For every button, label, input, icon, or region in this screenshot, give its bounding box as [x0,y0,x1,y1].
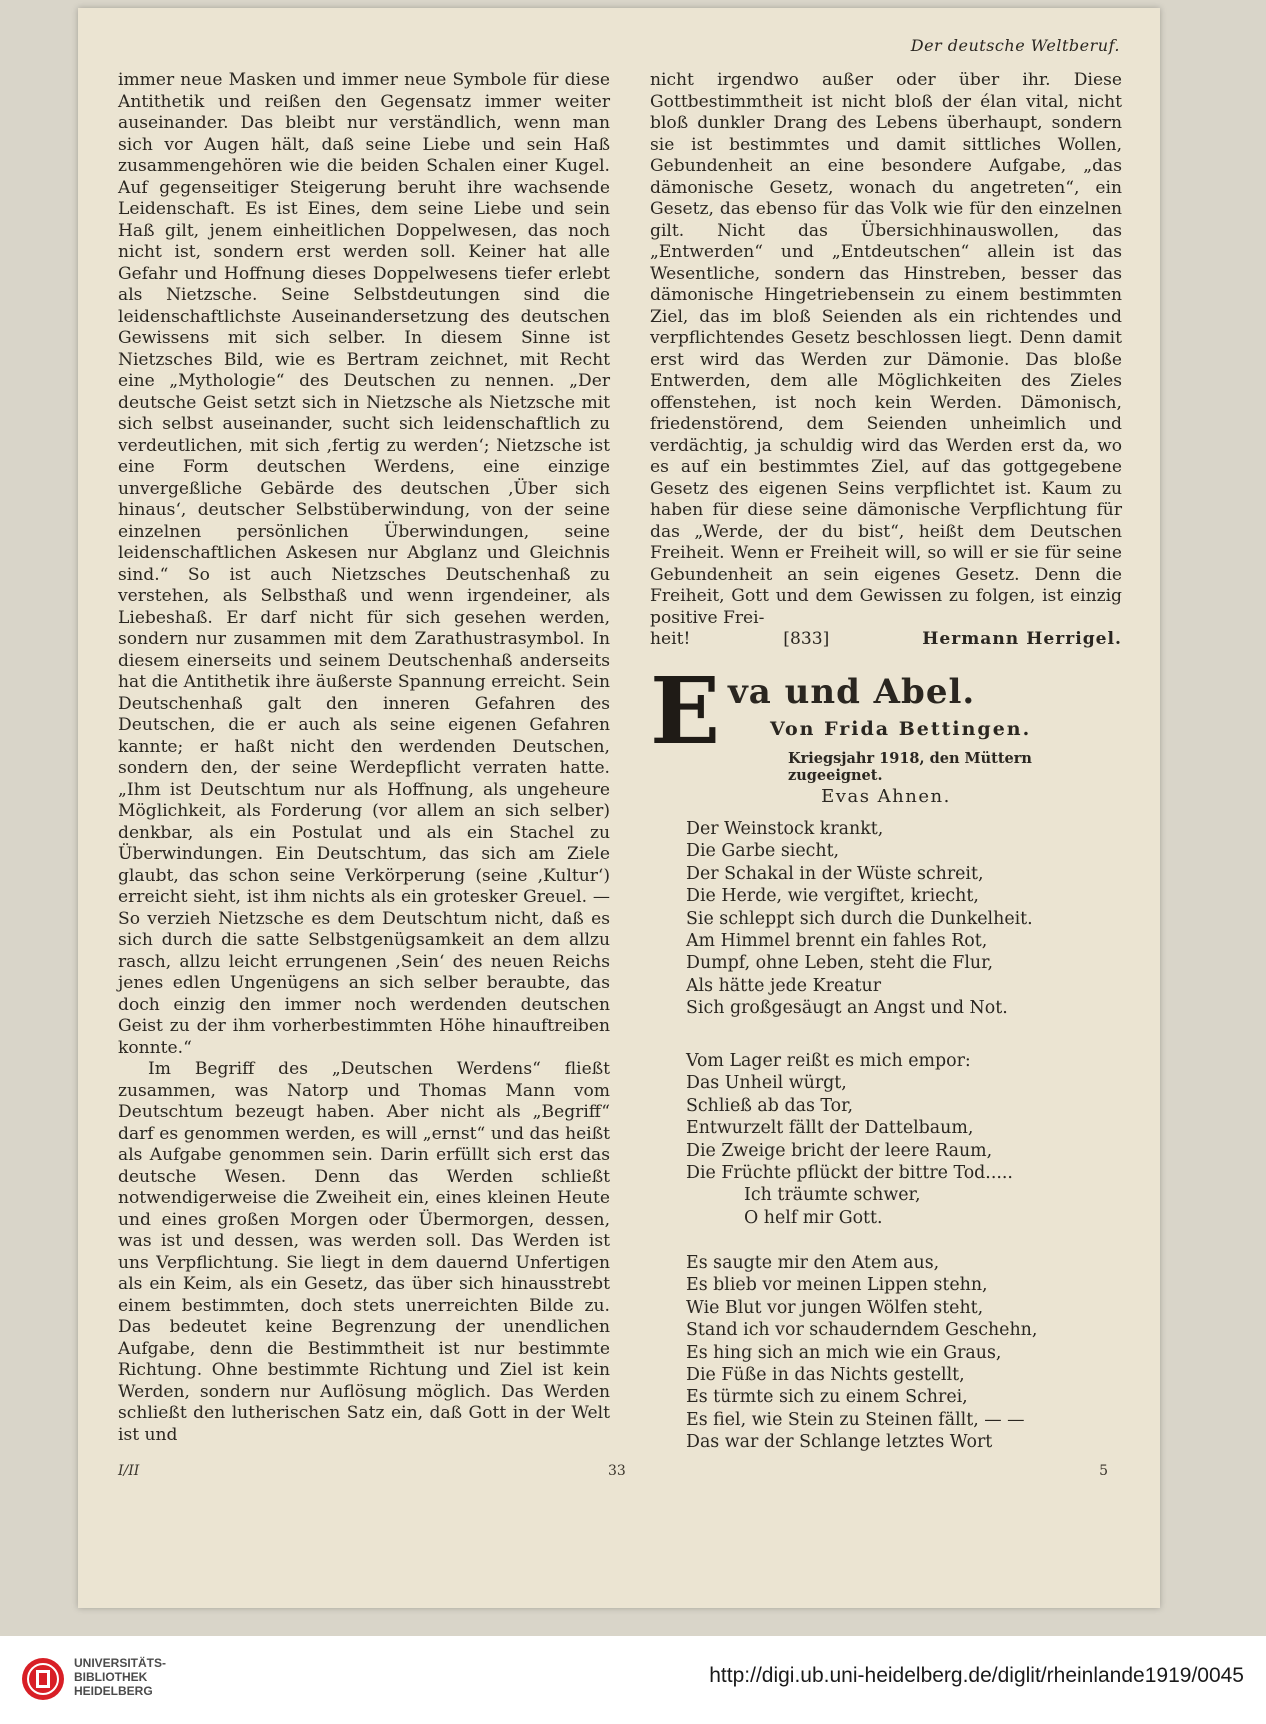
poem-line: Es saugte mir den Atem aus, [686,1253,940,1273]
poem-line: Die Zweige bricht der leere Raum, [686,1140,993,1161]
footer-page-number: 33 [608,1463,626,1479]
document-page [78,8,1160,1608]
source-url-link[interactable]: http://digi.ub.uni-heidelberg.de/diglit/rheinlande1919/0045 [709,1664,1244,1687]
poem-line: Entwurzelt fällt der Dattelbaum, [686,1118,974,1139]
footer-sheet-number: 5 [1099,1463,1108,1479]
poem-line: Wie Blut vor jungen Wölfen steht, [686,1297,984,1318]
poem-line: Es hing sich an mich wie ein Graus, [686,1342,1002,1363]
right-paragraph: nicht irgendwo außer oder über ihr. Diese Gottbestimmtheit ist nicht bloß der élan vital, nicht bloß dunkler Drang des Lebens überhaupt, sondern sie ist bestimmtes und damit sittliches Wollen, Gebundenheit an eine besondere Aufgabe, „das dämonische Gesetz, wonach du angetreten“, ein Gesetz, das ebenso für das Volk wie für den einzelnen gilt. Nicht das Übersichhinauswollen, das „Entwerden“ und „Entdeutschen“ allein ist das Wesentliche, sondern das Hinstreben, besser das dämonische Hingetriebensein zu einem bestimmten Ziel, das im bloß Seienden als ein richtendes und verpflichtendes Gesetz beschlossen liegt. Denn damit erst wird das Werden zur Dämonie. Das bloße Entwerden, dem alle Möglichkeiten des Zieles offenstehen, ist noch kein Werden. Dämonisch, friedenstörend, dem Seienden unheimlich und verdächtig, ja schuldig wird das Werden erst da, wo es auf ein bestimmtes Ziel, auf das gottgegebene Gesetz des eigenen Seins verpflichtet ist. Kaum zu haben für diese seine dämonische Verpflichtung für das „Werde, der du bist“, heißt dem Deutschen Freiheit. Wenn er Freiheit will, so will er sie für seine Gebundenheit an sein eigenes Gesetz. Denn die Freiheit, Gott und dem Gewissen zu folgen, ist einzig positive Frei- [650,70,1122,628]
poem-line: Die Früchte pflückt der bittre Tod..... [686,1163,1013,1184]
poem-line: Am Himmel brennt ein fahles Rot, [686,931,988,952]
poem-title: va und Abel. [728,672,976,712]
poem-stanza-2 [686,1050,1013,1229]
poem-line: Das Unheil würgt, [686,1073,847,1094]
viewer-footer-bar [0,1636,1266,1724]
poem-line: Sie schleppt sich durch die Dunkelheit. [686,908,1033,929]
poem-line: Die Herde, wie vergiftet, kriecht, [686,886,979,907]
poem-line: O helf mir Gott. [744,1207,883,1228]
poem-section-title: Evas Ahnen. [821,786,951,807]
left-paragraph-2: Im Begriff des „Deutschen Werdens“ fließt zusammen, was Natorp und Thomas Mann vom Deutschtum bezeugt haben. Aber nicht als „Begriff“ darf es genommen werden, es will „ernst“ und das heißt als Aufgabe genommen sein. Darin erfüllt sich erst das deutsche Wesen. Denn das Werden schließt notwendigerweise die Zweiheit ein, eines kleinen Heute und eines großen Morgen oder Übermorgen, dessen, was ist und dessen, was werden soll. Das Werden ist uns Verpflichtung. Sie liegt in dem dauernd Unfertigen als ein Keim, als ein Gesetz, das über sich hinausstrebt einem bestimmten, doch stets unerreichten Bilde zu. Das bedeutet keine Begrenzung der unendlichen Aufgabe, denn die Bestimmtheit ist nur bestimmte Richtung. Ohne bestimmte Richtung und Ziel ist kein Werden, sondern nur Auflösung möglich. Das Werden schließt den lutherischen Satz ein, daß Gott in der Welt ist und [118,1059,610,1445]
article-last-word: heit! [650,629,691,649]
poem-line: Der Schakal in der Wüste schreit, [686,863,984,884]
poem-stanza-3 [686,1252,1037,1454]
poem-line: Schließ ab das Tor, [686,1095,854,1116]
poem-line: Als hätte jede Kreatur [686,975,882,996]
poem-line: Die Füße in das Nichts gestellt, [686,1365,965,1386]
poem-line: Vom Lager reißt es mich empor: [686,1051,971,1071]
article-end-line [650,629,1122,651]
poem-line: Sich großgesäugt an Angst und Not. [686,998,1008,1019]
poem-stanza-1 [686,818,1033,1020]
library-line-1: UNIVERSITÄTS- [74,1656,167,1670]
library-line-2: BIBLIOTHEK [74,1670,148,1684]
poem-line: Die Garbe siecht, [686,841,840,862]
library-line-3: HEIDELBERG [74,1684,153,1698]
right-column [650,70,1122,651]
poem-author: Von Frida Bettingen. [770,718,1032,740]
poem-line: Es blieb vor meinen Lippen stehn, [686,1275,988,1296]
poem-line: Das war der Schlange letztes Wort [686,1432,993,1453]
article-reference: [833] [783,629,830,649]
library-seal-icon [20,1656,66,1702]
left-column [118,70,610,1446]
running-head: Der deutsche Weltberuf. [910,36,1120,55]
article-signature: Hermann Herrigel. [922,629,1122,649]
left-paragraph-1: immer neue Masken und immer neue Symbole für diese Antithetik und reißen den Gegensatz immer weiter auseinander. Das bleibt nur verständlich, wenn man sich vor Augen hält, daß seine Liebe und sein Haß zusammengehören wie die beiden Schalen einer Kugel. Auf gegenseitiger Steigerung beruht ihre wachsende Leidenschaft. Es ist Eines, dem seine Liebe und sein Haß gilt, jenem einheitlichen Doppelwesen, das noch nicht ist, sondern erst werden soll. Keiner hat alle Gefahr und Hoffnung dieses Doppelwesens tiefer erlebt als Nietzsche. Seine Selbstdeutungen sind die leidenschaftlichste Auseinandersetzung des deutschen Gewissens mit sich selber. In diesem Sinne ist Nietzsches Bild, wie es Bertram zeichnet, mit Recht eine „Mythologie“ des Deutschen zu nennen. „Der deutsche Geist setzt sich in Nietzsche als Nietzsche mit sich selbst auseinander, sucht sich leidenschaftlich zu verdeutlichen, mit sich ‚fertig zu werden‘; Nietzsche ist eine Form deutschen Werdens, eine einzige unvergeßliche Gebärde des deutschen ‚Über sich hinaus‘, deutscher Selbstüberwindung, von der seine einzelnen persönlichen Überwindungen, seine leidenschaftlichen Askesen nur Abglanz und Gleichnis sind.“ So ist auch Nietzsches Deutschenhaß zu verstehen, als Selbsthaß und wenn irgendeiner, als Liebeshaß. Er darf nicht für sich gesehen werden, sondern nur zusammen mit dem Zarathustrasymbol. In diesem einerseits und seinem Deutschenhaß anderseits hat die Antithetik ihre äußerste Spannung erreicht. Sein Deutschenhaß galt den inneren Gefahren des Deutschen, die er auch als seine eigenen Gefahren kannte; er haßt nicht den werdenden Deutschen, sondern den, der seine Werdepflicht verraten hatte. „Ihm ist Deutschtum nur als Hoffnung, als ungeheure Möglichkeit, als Forderung (vor allem an sich selber) denkbar, als ein Postulat und als ein Stachel zu Überwindungen. Ein Deutschtum, das sich am Ziele glaubt, das schon seine Verkörperung (seine ‚Kultur‘) erreicht sieht, ist ihm nichts als ein grotesker Greuel. — So verzieh Nietzsche es dem Deutschtum nicht, daß es sich durch die satte Selbstgenügsamkeit an dem allzu rasch, allzu leicht errungenen ‚Sein‘ des neuen Reichs jenes edlen Ungenügens an sich selber beraubte, das doch einzig den immer noch werdenden deutschen Geist zu der ihm vorherbestimmten Höhe hinauftreiben konnte.“ [118,70,610,1058]
poem-line: Der Weinstock krankt, [686,819,884,839]
library-logo-text [74,1656,166,1698]
poem-line: Stand ich vor schauderndem Geschehn, [686,1320,1038,1341]
poem-line: Es türmte sich zu einem Schrei, [686,1387,968,1408]
poem-dropcap: E [650,657,721,765]
poem-line: Es fiel, wie Stein zu Steinen fällt, — — [686,1409,1025,1430]
poem-line: Ich träumte schwer, [744,1185,921,1206]
footer-signature-mark: I/II [118,1463,140,1479]
poem-dedication: Kriegsjahr 1918, den Müttern zugeeignet. [788,750,1032,784]
poem-line: Dumpf, ohne Leben, steht die Flur, [686,953,994,974]
